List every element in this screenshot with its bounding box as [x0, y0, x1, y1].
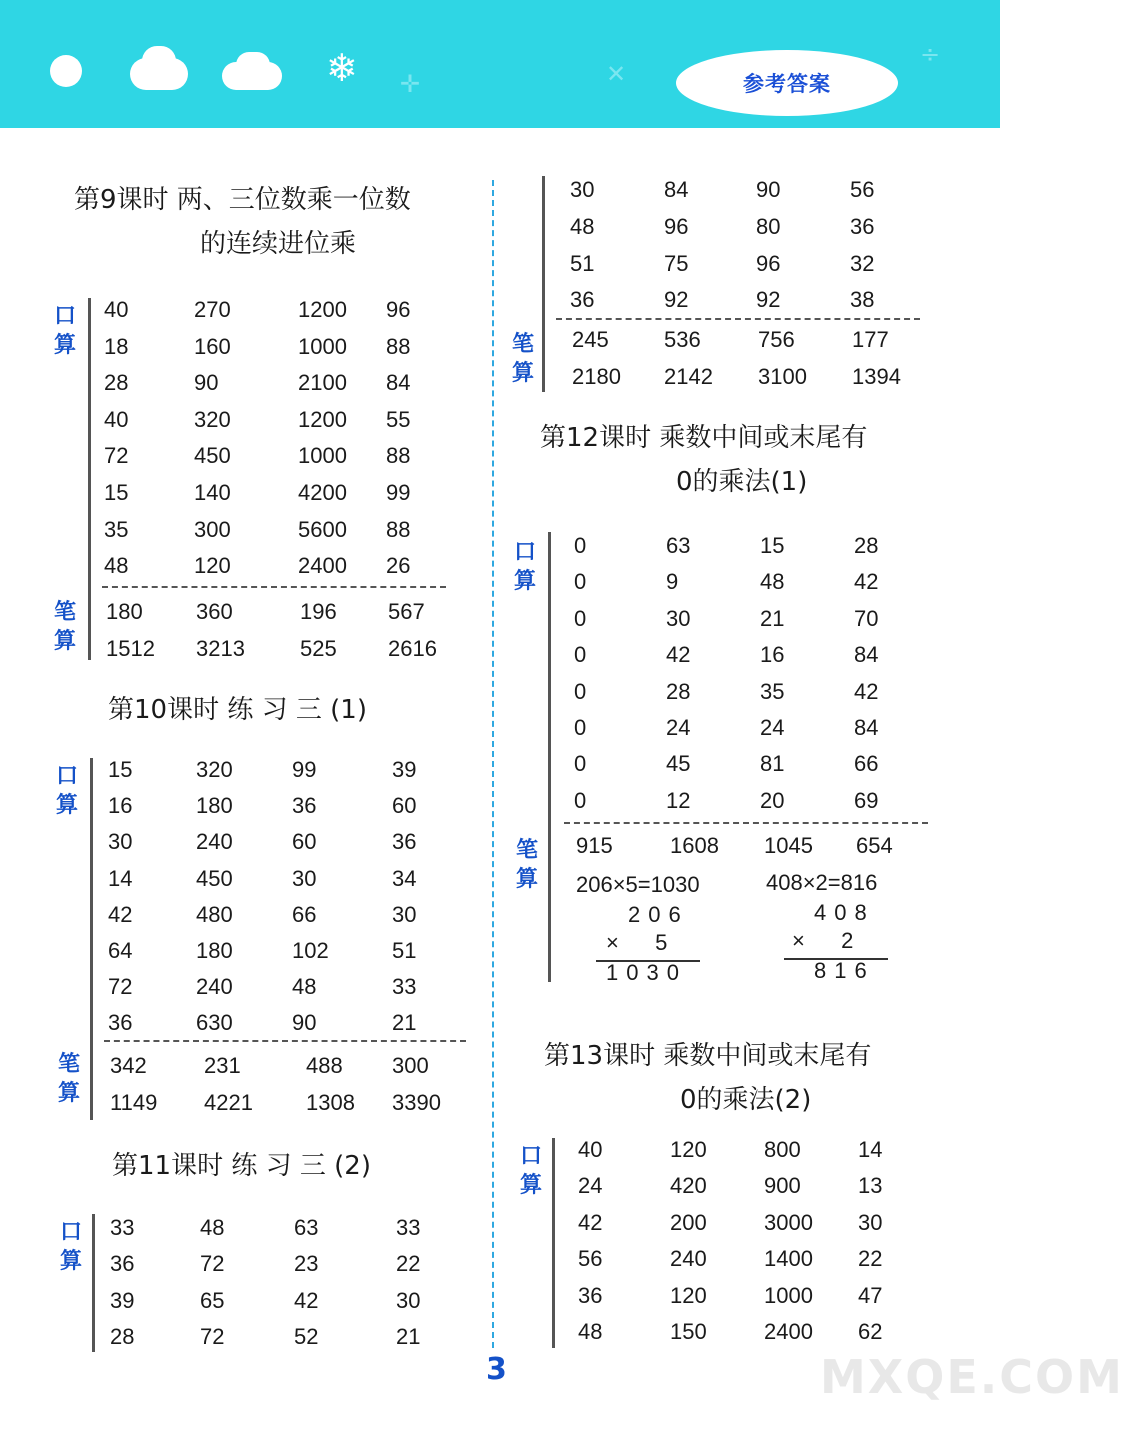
answer-cell: 450	[196, 865, 233, 891]
answer-cell: 90	[194, 370, 219, 396]
answer-cell: 120	[670, 1137, 707, 1162]
answer-badge	[676, 50, 898, 116]
answer-cell: 96	[664, 213, 689, 239]
answer-cell: 28	[666, 678, 691, 704]
answer-cell: 75	[664, 250, 689, 276]
lesson13-title-line2: 0的乘法(2)	[680, 1085, 812, 1115]
lesson9-title-line1: 第9课时 两、三位数乘一位数	[74, 185, 411, 215]
answer-cell: 30	[108, 829, 133, 855]
lesson10-title: 第10课时 练 习 三 (1)	[108, 695, 367, 725]
answer-cell: 42	[578, 1209, 603, 1235]
header-banner	[0, 0, 1000, 128]
answer-cell: 39	[110, 1287, 135, 1313]
answer-cell: 42	[854, 678, 879, 704]
answer-cell: 0	[574, 569, 587, 595]
oral-label: 口 算	[59, 1220, 82, 1274]
answer-cell: 3000	[764, 1209, 813, 1235]
answer-cell: 88	[386, 516, 411, 542]
answer-cell: 48	[760, 569, 785, 595]
vertical-calc-1-mid: × 5	[606, 930, 676, 955]
answer-cell: 60	[392, 793, 417, 819]
answer-cell: 42	[666, 642, 691, 668]
answer-cell: 800	[764, 1137, 801, 1162]
snowflake-icon: ❄	[326, 46, 358, 90]
answer-cell: 88	[386, 333, 411, 359]
answer-cell: 84	[854, 715, 879, 740]
answer-cell: 0	[574, 642, 587, 668]
answer-cell: 480	[196, 901, 233, 927]
answer-cell: 36	[392, 829, 417, 855]
oral-label: 口 算	[55, 764, 78, 818]
answer-cell: 12	[666, 787, 691, 813]
answer-cell: 28	[104, 370, 129, 396]
answer-cell: 900	[764, 1173, 801, 1199]
answer-cell: 0	[574, 533, 587, 558]
answer-cell: 180	[106, 599, 143, 624]
answer-cell: 300	[194, 516, 231, 542]
answer-cell: 2100	[298, 370, 347, 396]
answer-cell: 40	[104, 297, 129, 322]
equation-2: 408×2=816	[766, 870, 878, 895]
answer-cell: 3100	[758, 363, 807, 389]
answer-cell: 63	[666, 533, 691, 558]
answer-cell: 64	[108, 938, 133, 963]
answer-cell: 15	[108, 757, 133, 782]
dashed-separator	[564, 822, 928, 824]
written-label: 笔 算	[511, 332, 534, 386]
answer-cell: 62	[858, 1319, 883, 1344]
answer-cell: 60	[292, 829, 317, 855]
answer-cell: 47	[858, 1282, 883, 1308]
section-bar	[552, 1138, 555, 1348]
answer-cell: 90	[292, 1010, 317, 1036]
answer-cell: 51	[570, 250, 595, 276]
answer-cell: 63	[294, 1215, 319, 1240]
written-label: 笔 算	[515, 838, 538, 892]
answer-cell: 26	[386, 553, 411, 579]
answer-cell: 70	[854, 605, 879, 631]
answer-cell: 33	[396, 1215, 421, 1240]
answer-cell: 36	[578, 1282, 603, 1308]
answer-cell: 90	[756, 177, 781, 202]
answer-cell: 28	[110, 1324, 135, 1350]
answer-cell: 525	[300, 635, 337, 661]
answer-cell: 22	[858, 1246, 883, 1272]
answer-cell: 1200	[298, 297, 347, 322]
answer-cell: 240	[670, 1246, 707, 1272]
answer-cell: 536	[664, 327, 701, 352]
answer-cell: 40	[578, 1137, 603, 1162]
answer-cell: 15	[104, 480, 129, 505]
answer-cell: 120	[194, 553, 231, 579]
answer-cell: 48	[570, 213, 595, 239]
sparkle-icon: ✕	[606, 60, 627, 88]
answer-cell: 21	[392, 1010, 417, 1036]
answer-cell: 21	[396, 1324, 421, 1350]
answer-cell: 140	[194, 480, 231, 505]
answer-cell: 30	[570, 177, 595, 202]
answer-cell: 177	[852, 327, 889, 352]
answer-cell: 48	[200, 1215, 225, 1240]
vertical-calc-2-mid: × 2	[792, 928, 862, 953]
answer-cell: 48	[104, 553, 129, 579]
answer-cell: 160	[194, 333, 231, 359]
answer-cell: 180	[196, 793, 233, 819]
answer-cell: 360	[196, 599, 233, 624]
answer-cell: 36	[292, 793, 317, 819]
answer-cell: 28	[854, 533, 879, 558]
answer-cell: 34	[392, 865, 417, 891]
answer-cell: 0	[574, 751, 587, 777]
answer-cell: 22	[396, 1251, 421, 1277]
answer-cell: 92	[756, 287, 781, 313]
answer-cell: 0	[574, 678, 587, 704]
answer-cell: 1512	[106, 635, 155, 661]
answer-cell: 51	[392, 938, 417, 963]
answer-cell: 72	[200, 1324, 225, 1350]
section-bar	[90, 758, 93, 1120]
answer-cell: 2400	[764, 1319, 813, 1344]
answer-cell: 420	[670, 1173, 707, 1199]
answer-cell: 24	[760, 715, 785, 740]
answer-cell: 3213	[196, 635, 245, 661]
answer-cell: 45	[666, 751, 691, 777]
vertical-calc-1-result: 1030	[606, 960, 687, 985]
column-divider	[492, 180, 494, 1348]
answer-cell: 2142	[664, 363, 713, 389]
answer-cell: 300	[392, 1053, 429, 1078]
answer-cell: 1400	[764, 1246, 813, 1272]
answer-cell: 35	[104, 516, 129, 542]
answer-cell: 488	[306, 1053, 343, 1078]
answer-cell: 120	[670, 1282, 707, 1308]
answer-cell: 180	[196, 938, 233, 963]
answer-cell: 99	[386, 480, 411, 505]
answer-cell: 35	[760, 678, 785, 704]
vertical-calc-2-top: 408	[814, 900, 875, 925]
answer-cell: 84	[854, 642, 879, 668]
answer-cell: 2400	[298, 553, 347, 579]
answer-cell: 88	[386, 443, 411, 469]
oral-label: 口 算	[53, 304, 76, 358]
answer-cell: 270	[194, 297, 231, 322]
answer-badge-text: 参考答案	[743, 72, 831, 96]
page-number: 3	[486, 1352, 507, 1387]
answer-cell: 42	[294, 1287, 319, 1313]
answer-cell: 66	[854, 751, 879, 777]
written-label: 笔 算	[53, 600, 76, 654]
answer-cell: 72	[108, 974, 133, 1000]
answer-cell: 42	[108, 901, 133, 927]
section-bar	[542, 176, 545, 392]
answer-cell: 15	[760, 533, 785, 558]
answer-cell: 36	[850, 213, 875, 239]
answer-cell: 36	[108, 1010, 133, 1036]
answer-cell: 4200	[298, 480, 347, 505]
watermark: MXQE.COM	[820, 1350, 1124, 1404]
answer-cell: 99	[292, 757, 317, 782]
answer-cell: 48	[292, 974, 317, 1000]
answer-cell: 1045	[764, 833, 813, 858]
vertical-calc-2-result: 816	[814, 958, 875, 983]
answer-cell: 14	[858, 1137, 883, 1162]
answer-cell: 567	[388, 599, 425, 624]
answer-cell: 96	[386, 297, 411, 322]
answer-cell: 84	[386, 370, 411, 396]
answer-cell: 4221	[204, 1089, 253, 1115]
answer-cell: 52	[294, 1324, 319, 1350]
answer-cell: 56	[578, 1246, 603, 1272]
answer-cell: 1000	[298, 333, 347, 359]
answer-cell: 48	[578, 1319, 603, 1344]
answer-cell: 69	[854, 787, 879, 813]
answer-cell: 915	[576, 833, 613, 858]
answer-cell: 1308	[306, 1089, 355, 1115]
equation-1: 206×5=1030	[576, 872, 700, 897]
answer-cell: 0	[574, 715, 587, 740]
answer-cell: 320	[196, 757, 233, 782]
answer-cell: 56	[850, 177, 875, 202]
answer-cell: 36	[110, 1251, 135, 1277]
answer-cell: 9	[666, 569, 679, 595]
answer-cell: 13	[858, 1173, 883, 1199]
sun-icon	[50, 55, 82, 87]
answer-cell: 23	[294, 1251, 319, 1277]
answer-cell: 18	[104, 333, 129, 359]
answer-cell: 33	[392, 974, 417, 1000]
dashed-separator	[556, 318, 920, 320]
answer-cell: 65	[200, 1287, 225, 1313]
lesson12-title-line2: 0的乘法(1)	[676, 467, 808, 497]
answer-cell: 1200	[298, 406, 347, 432]
answer-cell: 342	[110, 1053, 147, 1078]
answer-cell: 2180	[572, 363, 621, 389]
answer-cell: 320	[194, 406, 231, 432]
sparkle-icon: ✛	[400, 70, 421, 98]
section-bar	[548, 532, 551, 982]
answer-cell: 20	[760, 787, 785, 813]
answer-cell: 2616	[388, 635, 437, 661]
section-bar	[88, 298, 91, 660]
answer-cell: 1608	[670, 833, 719, 858]
answer-cell: 21	[760, 605, 785, 631]
answer-cell: 40	[104, 406, 129, 432]
answer-cell: 81	[760, 751, 785, 777]
answer-cell: 38	[850, 287, 875, 313]
lesson11-title: 第11课时 练 习 三 (2)	[112, 1151, 371, 1181]
answer-cell: 72	[200, 1251, 225, 1277]
dashed-separator	[102, 586, 446, 588]
answer-cell: 102	[292, 938, 329, 963]
answer-cell: 30	[392, 901, 417, 927]
lesson12-title-line1: 第12课时 乘数中间或末尾有	[540, 423, 868, 453]
answer-cell: 0	[574, 787, 587, 813]
answer-cell: 150	[670, 1319, 707, 1344]
answer-cell: 5600	[298, 516, 347, 542]
answer-cell: 1394	[852, 363, 901, 389]
answer-cell: 196	[300, 599, 337, 624]
answer-cell: 92	[664, 287, 689, 313]
answer-cell: 756	[758, 327, 795, 352]
sparkle-icon: ÷	[920, 40, 941, 68]
answer-cell: 55	[386, 406, 411, 432]
answer-cell: 1149	[110, 1089, 158, 1115]
answer-cell: 14	[108, 865, 133, 891]
answer-cell: 240	[196, 829, 233, 855]
answer-cell: 30	[858, 1209, 883, 1235]
answer-cell: 30	[396, 1287, 421, 1313]
answer-cell: 39	[392, 757, 417, 782]
section-bar	[92, 1214, 95, 1352]
oral-label: 口 算	[519, 1144, 542, 1198]
answer-cell: 24	[578, 1173, 603, 1199]
answer-cell: 450	[194, 443, 231, 469]
answer-cell: 32	[850, 250, 875, 276]
dashed-separator	[104, 1040, 466, 1042]
answer-cell: 30	[292, 865, 317, 891]
answer-cell: 1000	[298, 443, 347, 469]
answer-cell: 16	[760, 642, 785, 668]
answer-cell: 16	[108, 793, 133, 819]
answer-cell: 200	[670, 1209, 707, 1235]
answer-cell: 231	[204, 1053, 241, 1078]
answer-cell: 30	[666, 605, 691, 631]
answer-cell: 0	[574, 605, 587, 631]
answer-cell: 96	[756, 250, 781, 276]
answer-cell: 245	[572, 327, 609, 352]
answer-cell: 72	[104, 443, 129, 469]
lesson9-title-line2: 的连续进位乘	[200, 229, 357, 259]
answer-cell: 3390	[392, 1089, 441, 1115]
answer-cell: 630	[196, 1010, 233, 1036]
answer-cell: 66	[292, 901, 317, 927]
answer-cell: 42	[854, 569, 879, 595]
written-label: 笔 算	[57, 1052, 80, 1106]
answer-cell: 240	[196, 974, 233, 1000]
answer-cell: 84	[664, 177, 689, 202]
answer-cell: 33	[110, 1215, 135, 1240]
vertical-calc-1-top: 206	[628, 902, 689, 927]
answer-cell: 80	[756, 213, 781, 239]
answer-cell: 654	[856, 833, 893, 858]
oral-label: 口 算	[513, 540, 536, 594]
lesson13-title-line1: 第13课时 乘数中间或末尾有	[544, 1041, 872, 1071]
answer-cell: 36	[570, 287, 595, 313]
answer-cell: 24	[666, 715, 691, 740]
answer-cell: 1000	[764, 1282, 813, 1308]
